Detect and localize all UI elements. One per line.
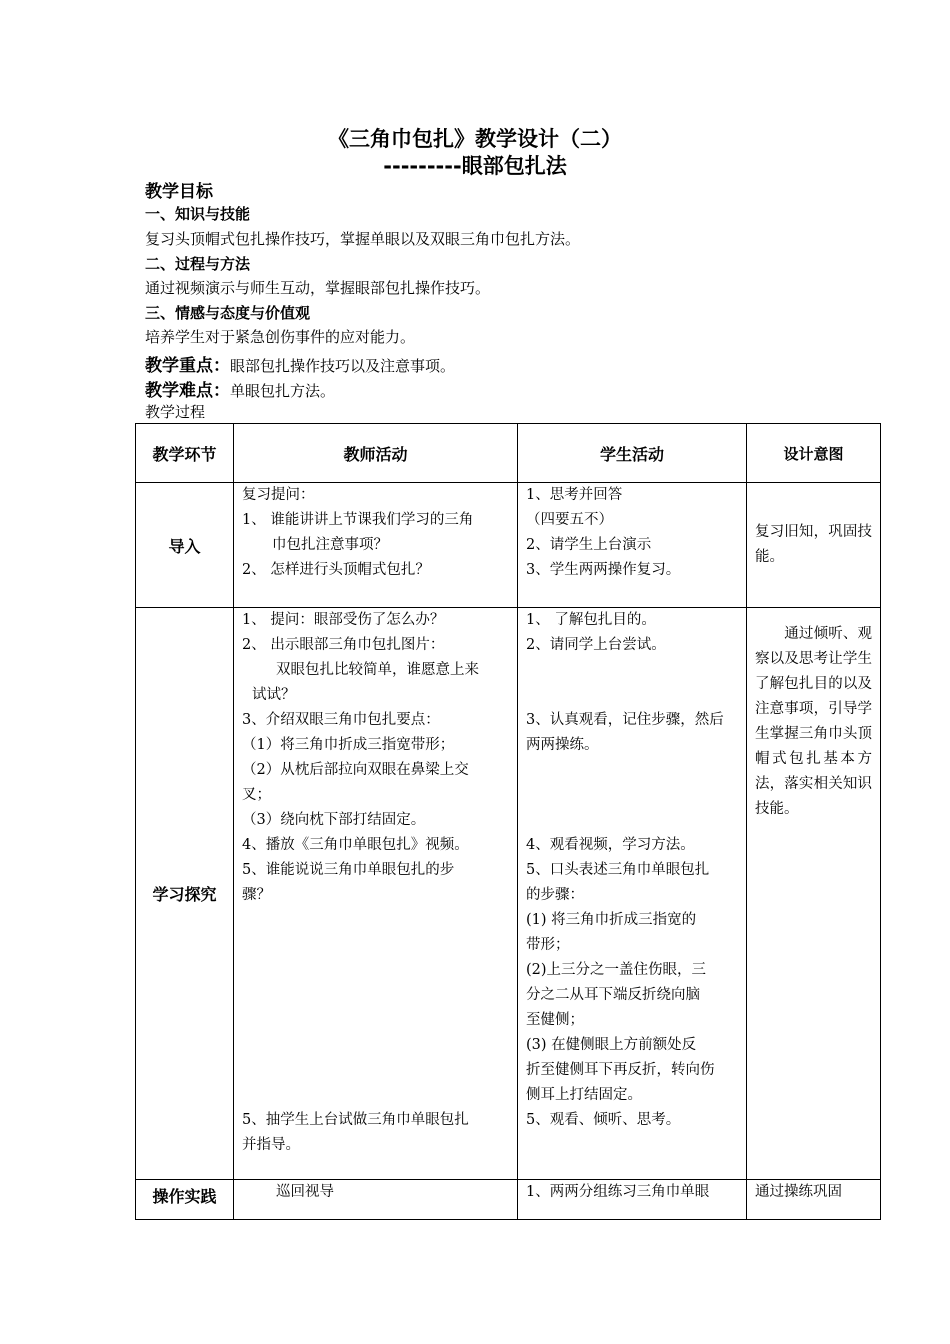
process-heading: 教学过程 bbox=[145, 403, 206, 421]
objectives-heading: 教学目标 bbox=[145, 182, 213, 202]
text-line: 带形； bbox=[526, 937, 570, 953]
design-intent bbox=[747, 1180, 881, 1220]
key-point bbox=[145, 351, 455, 376]
text-line: 叉； bbox=[242, 787, 271, 803]
text-line: 5、口头表述三角巾单眼包扎 bbox=[526, 862, 710, 878]
objective-heading-process: 二、过程与方法 bbox=[145, 255, 251, 273]
text-line: 3、认真观看，记住步骤，然后 bbox=[526, 712, 724, 728]
text-line: 2、请同学上台尝试。 bbox=[526, 637, 666, 653]
text-line: 2、请学生上台演示 bbox=[526, 537, 652, 553]
student-activity bbox=[518, 608, 747, 1180]
student-activity bbox=[518, 1180, 747, 1220]
text-line: 2、 出示眼部三角巾包扎图片： bbox=[242, 637, 445, 653]
text-line: 双眼包扎比较简单，谁愿意上来 bbox=[276, 662, 479, 678]
header-section: 教学环节 bbox=[136, 424, 234, 483]
text-line: 试试？ bbox=[252, 687, 296, 703]
text-line: 5、抽学生上台试做三角巾单眼包扎 bbox=[242, 1112, 469, 1128]
difficulty-label: 教学难点： bbox=[145, 381, 230, 401]
text-line: 5、谁能说说三角巾单眼包扎的步 bbox=[242, 862, 455, 878]
intent-text: 复习旧知，巩固技能。 bbox=[755, 524, 872, 565]
header-teacher: 教师活动 bbox=[234, 424, 518, 483]
table-row bbox=[136, 1180, 881, 1220]
text-line: （3）绕向枕下部打结固定。 bbox=[242, 812, 426, 828]
text-line: 折至健侧耳下再反折，转向伤 bbox=[526, 1062, 715, 1078]
design-intent bbox=[747, 483, 881, 608]
objective-heading-knowledge: 一、知识与技能 bbox=[145, 205, 251, 223]
key-point-text: 眼部包扎操作技巧以及注意事项。 bbox=[230, 357, 456, 375]
teacher-activity bbox=[234, 608, 518, 1180]
text-line: 复习提问： bbox=[242, 487, 315, 503]
text-line: 5、观看、倾听、思考。 bbox=[526, 1112, 681, 1128]
teacher-activity bbox=[234, 483, 518, 608]
text-line: 1、 了解包扎目的。 bbox=[526, 612, 656, 628]
text-line: 侧耳上打结固定。 bbox=[526, 1087, 642, 1103]
text-line: 1、思考并回答 bbox=[526, 487, 623, 503]
lesson-process-table bbox=[135, 423, 881, 1220]
text-line: (3) 在健侧眼上方前额处反 bbox=[526, 1037, 697, 1053]
text-line: 1、两两分组练习三角巾单眼 bbox=[526, 1184, 710, 1200]
objective-text-attitude: 培养学生对于紧急创伤事件的应对能力。 bbox=[145, 328, 416, 346]
header-intent: 设计意图 bbox=[747, 424, 881, 483]
intent-text: 通过倾听、观察以及思考让学生了解包扎目的以及注意事项，引导学生掌握三角巾头顶帽式包扎基本方法，落实相关知识技能。 bbox=[755, 626, 872, 817]
row-section: 学习探究 bbox=[136, 608, 234, 1180]
table-row bbox=[136, 608, 881, 1180]
text-line: 巾包扎注意事项？ bbox=[272, 537, 388, 553]
objective-text-knowledge: 复习头顶帽式包扎操作技巧，掌握单眼以及双眼三角巾包扎方法。 bbox=[145, 230, 581, 248]
text-line: 3、学生两两操作复习。 bbox=[526, 562, 681, 578]
key-point-label: 教学重点： bbox=[145, 356, 230, 376]
objective-text-process: 通过视频演示与师生互动，掌握眼部包扎操作技巧。 bbox=[145, 279, 491, 297]
row-section: 操作实践 bbox=[136, 1180, 234, 1220]
text-line: 3、介绍双眼三角巾包扎要点： bbox=[242, 712, 440, 728]
text-line: 1、 谁能讲讲上节课我们学习的三角 bbox=[242, 512, 474, 528]
text-line: 巡回视导 bbox=[276, 1184, 334, 1200]
table-header-row bbox=[136, 424, 881, 483]
intent-text: 通过操练巩固 bbox=[755, 1184, 842, 1200]
header-student: 学生活动 bbox=[518, 424, 747, 483]
objective-heading-attitude: 三、情感与态度与价值观 bbox=[145, 304, 311, 322]
text-line: 4、观看视频，学习方法。 bbox=[526, 837, 695, 853]
text-line: 并指导。 bbox=[242, 1137, 300, 1153]
text-line: （2）从枕后部拉向双眼在鼻梁上交 bbox=[242, 762, 469, 778]
difficulty bbox=[145, 376, 335, 401]
text-line: 2、 怎样进行头顶帽式包扎？ bbox=[242, 562, 430, 578]
document-subtitle: ---------眼部包扎法 bbox=[383, 154, 567, 178]
text-line: 两两操练。 bbox=[526, 737, 599, 753]
table-row bbox=[136, 483, 881, 608]
text-line: 骤？ bbox=[242, 887, 271, 903]
row-section: 导入 bbox=[136, 483, 234, 608]
difficulty-text: 单眼包扎方法。 bbox=[230, 382, 336, 400]
text-line: 分之二从耳下端反折绕向脑 bbox=[526, 987, 700, 1003]
document-title: 《三角巾包扎》教学设计（二） bbox=[328, 127, 622, 151]
design-intent bbox=[747, 608, 881, 1180]
student-activity bbox=[518, 483, 747, 608]
text-line: 1、 提问：眼部受伤了怎么办？ bbox=[242, 612, 445, 628]
text-line: （1）将三角巾折成三指宽带形； bbox=[242, 737, 455, 753]
text-line: (1) 将三角巾折成三指宽的 bbox=[526, 912, 697, 928]
teacher-activity bbox=[234, 1180, 518, 1220]
text-line: (2)上三分之一盖住伤眼，三 bbox=[526, 962, 707, 978]
text-line: （四要五不） bbox=[526, 512, 613, 528]
text-line: 4、播放《三角巾单眼包扎》视频。 bbox=[242, 837, 469, 853]
text-line: 至健侧； bbox=[526, 1012, 584, 1028]
text-line: 的步骤： bbox=[526, 887, 584, 903]
